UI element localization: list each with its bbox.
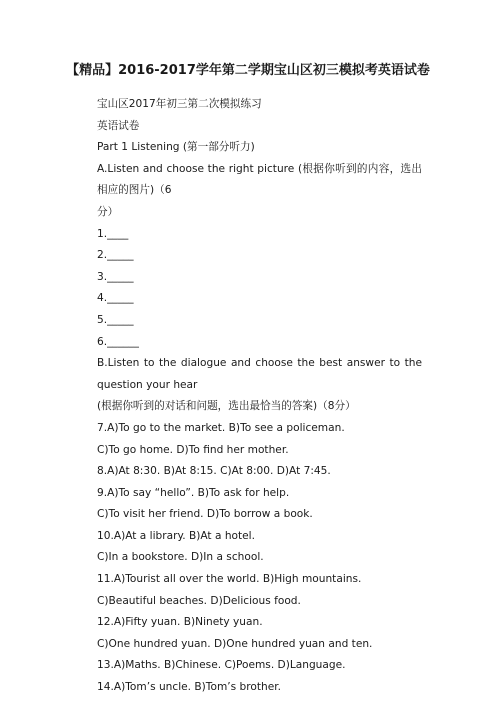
document-body xyxy=(77,94,422,699)
section-b-instruction: B.Listen to the dialogue and choose the best answer to the question your hear xyxy=(97,357,422,391)
answer-blank: 3._____ xyxy=(97,270,134,283)
answer-blank: 4._____ xyxy=(97,292,134,305)
question-option-line: C)To go home. D)To find her mother. xyxy=(97,443,289,456)
section-a-instruction: A.Listen and choose the right picture (根据你听到的内容，选出相应的图片)（6 xyxy=(97,162,422,197)
school-line: 宝山区2017年初三第二次模拟练习 xyxy=(97,98,262,110)
question-option-line: C)In a bookstore. D)In a school. xyxy=(97,551,264,564)
answer-blank: 6.______ xyxy=(97,335,139,348)
question-option-line: 10.A)At a library. B)At a hotel. xyxy=(97,529,255,542)
section-b-note: (根据你听到的对话和问题，选出最恰当的答案)（8分） xyxy=(97,400,356,413)
question-option-line: 14.A)Tom’s uncle. B)Tom’s brother. xyxy=(97,681,281,694)
part-heading: Part 1 Listening (第一部分听力) xyxy=(97,141,255,154)
answer-blank: 1.____ xyxy=(97,227,129,240)
question-option-line: C)Beautiful beaches. D)Delicious food. xyxy=(97,594,301,607)
question-option-line: 12.A)Fifty yuan. B)Ninety yuan. xyxy=(97,616,263,629)
paper-line: 英语试卷 xyxy=(97,119,140,132)
document-title: 【精品】2016-2017学年第二学期宝山区初三模拟考英语试卷 xyxy=(66,63,430,78)
question-option-line: C)One hundred yuan. D)One hundred yuan and ten. xyxy=(97,637,373,650)
answer-blank: 5._____ xyxy=(97,313,134,326)
question-option-line: 13.A)Maths. B)Chinese. C)Poems. D)Language. xyxy=(97,659,346,672)
question-option-line: 11.A)Tourist all over the world. B)High mountains. xyxy=(97,573,362,586)
answer-blank: 2._____ xyxy=(97,249,134,262)
question-option-line: C)To visit her friend. D)To borrow a book. xyxy=(97,508,313,521)
question-option-line: 8.A)At 8:30. B)At 8:15. C)At 8:00. D)At 7:45. xyxy=(97,465,331,478)
section-a-points: 分） xyxy=(97,205,119,218)
question-option-line: 9.A)To say “hello”. B)To ask for help. xyxy=(97,486,290,499)
question-option-line: 7.A)To go to the market. B)To see a policeman. xyxy=(97,421,345,434)
